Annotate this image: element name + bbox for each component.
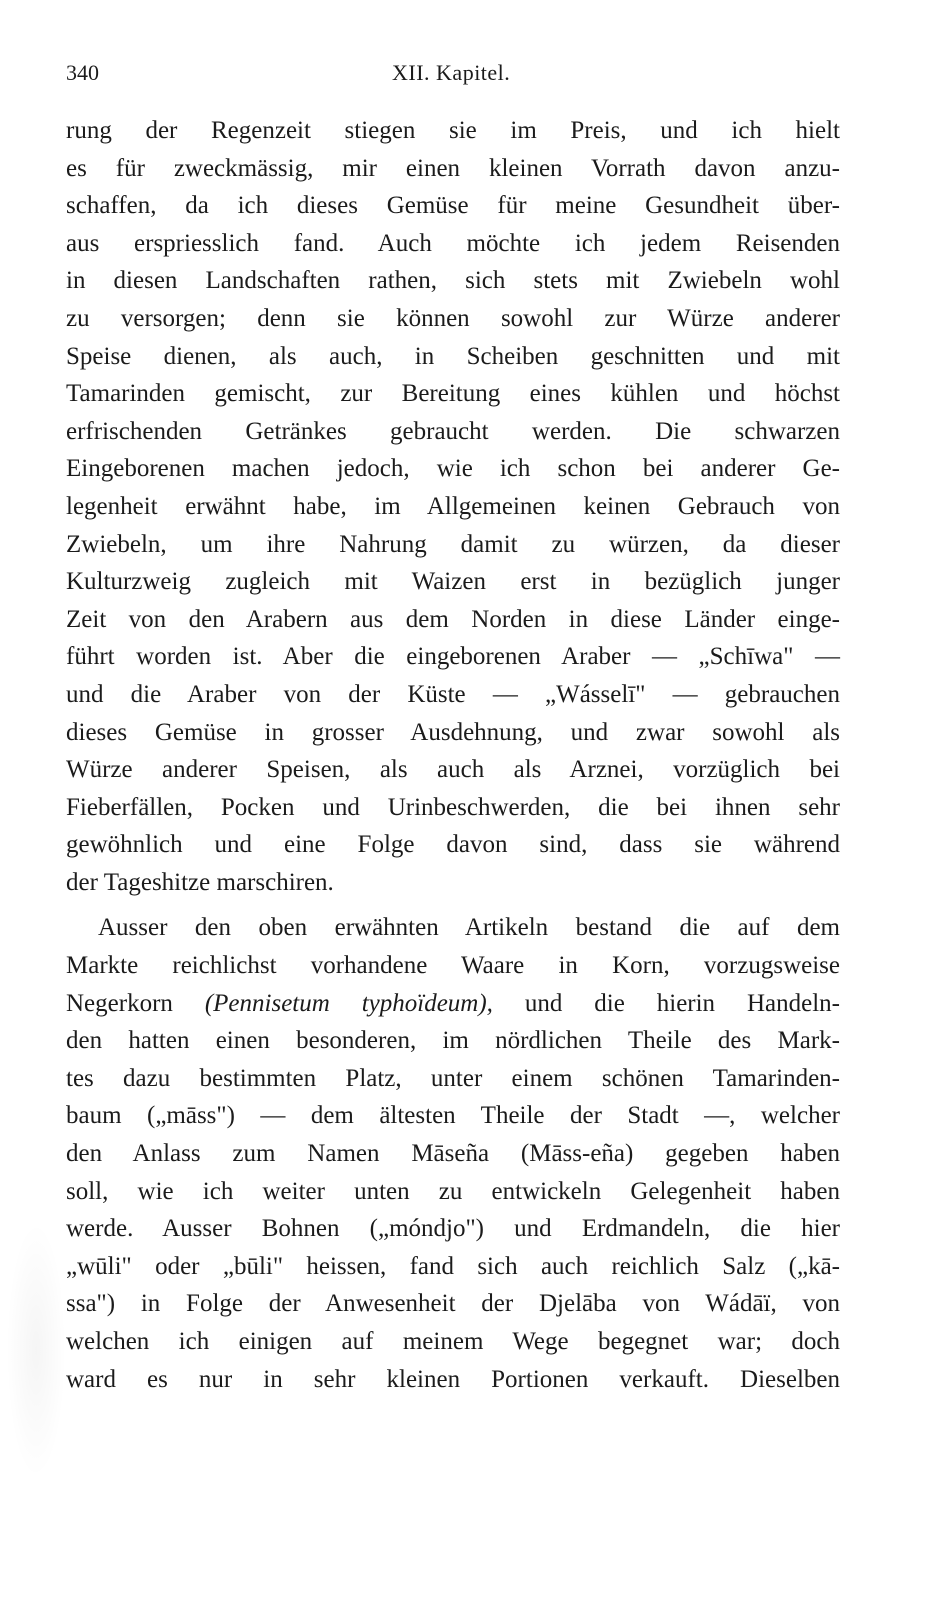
text-line: es für zweckmässig, mir einen kleinen Vorrath davon anzu-: [66, 154, 840, 182]
text-line: tes dazu bestimmten Platz, unter einem schönen Tamarinden-: [66, 1064, 840, 1092]
text-line: soll, wie ich weiter unten zu entwickeln Gelegenheit haben: [66, 1177, 840, 1205]
text-line: ward es nur in sehr kleinen Portionen verkauft. Dieselben: [66, 1365, 840, 1393]
text-run: und die hierin Handeln-: [492, 989, 840, 1017]
text-line: rung der Regenzeit stiegen sie im Preis, und ich hielt: [66, 117, 840, 144]
text-line: Zwiebeln, um ihre Nahrung damit zu würzen, da dieser: [66, 530, 840, 558]
text-line: Kulturzweig zugleich mit Waizen erst in bezüglich junger: [66, 568, 840, 596]
text-line: zu versorgen; denn sie können sowohl zur Würze anderer: [66, 304, 840, 332]
text-line: Eingeborenen machen jedoch, wie ich schon bei anderer Ge-: [66, 455, 840, 483]
text-line: schaffen, da ich dieses Gemüse für meine Gesundheit über-: [66, 192, 840, 220]
text-line: Speise dienen, als auch, in Scheiben geschnitten und mit: [66, 342, 840, 370]
paragraph: [66, 112, 840, 901]
text-line: den Anlass zum Namen Māseña (Māss-eña) gegeben haben: [66, 1140, 840, 1168]
page-header: [66, 60, 840, 90]
text-line: gewöhnlich und eine Folge davon sind, dass sie während: [66, 831, 840, 859]
text-line: baum („māss") — dem ältesten Theile der Stadt —, welcher: [66, 1102, 840, 1130]
text-line: ssa") in Folge der Anwesenheit der Djelāba von Wádāï, von: [66, 1290, 840, 1318]
text-line: Tamarinden gemischt, zur Bereitung eines kühlen und höchst: [66, 380, 840, 408]
text-line: Fieberfällen, Pocken und Urinbeschwerden, die bei ihnen sehr: [66, 793, 840, 821]
text-line: Zeit von den Arabern aus dem Norden in diese Länder einge-: [66, 605, 840, 633]
text-run: Negerkorn: [66, 989, 205, 1017]
text-line: erfrischenden Getränkes gebraucht werden. Die schwarzen: [66, 417, 840, 445]
page-number: 340: [66, 60, 99, 85]
text-line: der Tageshitze marschiren.: [66, 868, 334, 896]
text-line: Ausser den oben erwähnten Artikeln bestand die auf dem: [98, 914, 840, 942]
text-line-with-italic: [66, 985, 840, 1023]
text-line: führt worden ist. Aber die eingeborenen Araber — „Schīwa" —: [66, 643, 840, 671]
text-line: Würze anderer Speisen, als auch als Arznei, vorzüglich bei: [66, 756, 840, 784]
text-line: welchen ich einigen auf meinem Wege begegnet war; doch: [66, 1328, 840, 1355]
text-line: aus erspriesslich fand. Auch möchte ich jedem Reisenden: [66, 229, 840, 257]
text-line: in diesen Landschaften rathen, sich stets mit Zwiebeln wohl: [66, 267, 840, 295]
text-line: den hatten einen besonderen, im nördlichen Theile des Mark-: [66, 1027, 840, 1055]
paragraph-gap: [66, 901, 840, 909]
text-line: dieses Gemüse in grosser Ausdehnung, und zwar sowohl als: [66, 718, 840, 746]
text-line: werde. Ausser Bohnen („móndjo") und Erdmandeln, die hier: [66, 1215, 840, 1243]
body-text: [66, 112, 840, 1398]
paragraph: [66, 909, 840, 1398]
text-line: und die Araber von der Küste — „Wásselī" — gebrauchen: [66, 680, 840, 708]
latin-name: (Pennisetum typhoïdeum),: [204, 989, 493, 1017]
page-smudge: [6, 1220, 66, 1480]
text-line: legenheit erwähnt habe, im Allgemeinen keinen Gebrauch von: [66, 492, 840, 520]
text-line: Markte reichlichst vorhandene Waare in Korn, vorzugsweise: [66, 952, 840, 980]
running-title: XII. Kapitel.: [392, 60, 511, 85]
text-line: „wūli" oder „būli" heissen, fand sich auch reichlich Salz („kā-: [66, 1252, 840, 1280]
